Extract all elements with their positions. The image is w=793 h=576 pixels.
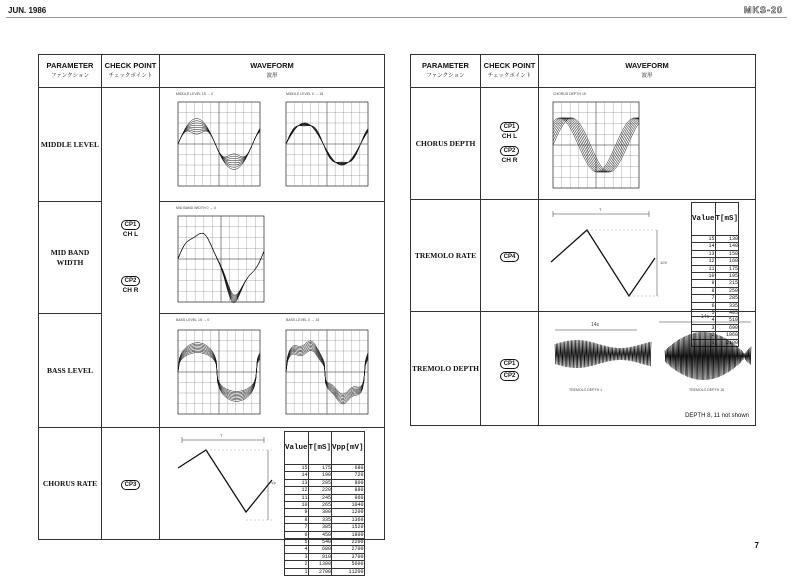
table-row: 7 385 1520 [285,524,365,531]
col-parameter-r: PARAMETER ファンクション [411,55,481,88]
table-row: 5 405 [692,310,739,317]
table-row: 9 300 1200 [285,509,365,516]
header-date: JUN. 1986 [8,6,47,15]
caption-bass-a: BASS LEVEL 15 → 0 [176,318,210,322]
cp1-badge-r: CP1 [500,122,520,132]
col-waveform: WAVEFORM 波形 [160,55,385,88]
row-bass-level [39,314,385,428]
scope-mid-band-width [160,202,385,314]
label-t-chorus: T [220,433,223,438]
cp2-badge-r: CP2 [500,146,520,156]
table-row: 6 335 [692,302,739,309]
row-mid-band-width [39,202,385,314]
table-row: 13 205 800 [285,479,365,486]
table-row: 4 510 [692,317,739,324]
table-row: 11 245 960 [285,494,365,501]
table-row: 13 150 [692,250,739,257]
cp4-badge: CP4 [500,252,520,262]
table-row: 2 1060 [692,332,739,339]
caption-chorus-depth: CHORUS DEPTH 15 [553,92,586,96]
table-row: 4 680 2700 [285,546,365,553]
table-row: 3 690 [692,324,739,331]
table-row: 10 265 1040 [285,502,365,509]
check-cp4 [481,200,539,312]
caption-tremolo-a: TREMOLO DEPTH 1 [569,388,603,392]
waveform-chorus-rate [160,428,385,575]
right-table-header [411,55,756,88]
label-vp-chorus: Vp [271,480,276,485]
check-cp1-cp2 [102,88,160,428]
ch-r-label: CH R [122,286,139,294]
table-row: 1 2700 11200 [285,568,365,575]
envelope-b [665,332,751,380]
ch-l-label: CH L [122,230,139,238]
waveform-mid-band-width [160,202,385,314]
waveform-middle-level [160,88,385,202]
param-chorus-depth: CHORUS DEPTH [411,88,481,200]
row-tremolo-depth [411,312,756,426]
col-waveform-r: WAVEFORM 波形 [539,55,756,88]
waveform-bass-level [160,314,385,428]
table-row: 1 2100 [692,339,739,346]
param-chorus-rate: CHORUS RATE [39,428,102,540]
row-chorus-depth [411,88,756,200]
check-tremolo-depth [481,312,539,426]
page-number: 7 [754,541,759,550]
scope-chorus-depth [539,88,756,200]
caption-middle-b: MIDDLE LEVEL 0 → 15 [286,92,324,96]
scope-bass-level [160,314,385,428]
tremolo-rate-table: Value T[mS] 15 130 14 140 13 150 12 160 11 175 10 195 9 215 8 250 7 285 6 335 5 405 4 510 3 690 2 1060 1 2100 [691,202,739,347]
ch-r-label-r: CH R [501,156,518,164]
cp1-badge-td: CP1 [500,359,520,369]
param-middle-level: MIDDLE LEVEL [39,88,102,202]
label-10v-tremolo: 10V [660,260,668,265]
table-row: 3 910 3700 [285,553,365,560]
table-row: 14 140 [692,243,739,250]
time-label-b: 14s [701,314,710,320]
waveform-chorus-depth [539,88,756,200]
envelope-a [555,340,651,368]
row-chorus-rate [39,428,385,540]
depth-note: DEPTH 8, 11 not shown [685,413,749,419]
cp1-badge: CP1 [121,220,141,230]
cp2-badge: CP2 [121,276,141,286]
table-row: 12 160 [692,258,739,265]
caption-bass-b: BASS LEVEL 0 → 15 [286,318,320,322]
check-chorus-depth [481,88,539,200]
check-cp3 [102,428,160,540]
left-table-header [39,55,385,88]
scope-middle-level [160,88,385,202]
param-mid-band-width: MID BAND WIDTH [39,202,102,314]
label-t-tremolo: T [599,207,602,212]
row-tremolo-rate [411,200,756,312]
header-rule [6,17,787,18]
table-row: 14 190 720 [285,472,365,479]
waveform-tremolo-depth [539,312,756,426]
col-check-point: CHECK POINT チェックポイント [102,55,160,88]
ch-l-label-r: CH L [501,132,518,140]
row-middle-level [39,88,385,202]
table-row: 10 195 [692,273,739,280]
table-row: 8 250 [692,287,739,294]
table-row: 9 215 [692,280,739,287]
table-row: 11 175 [692,265,739,272]
param-tremolo-rate: TREMOLO RATE [411,200,481,312]
caption-middle-a: MIDDLE LEVEL 15 → 0 [176,92,214,96]
chorus-rate-table: Value T[mS] Vpp[mV] 15 175 680 14 190 720 13 205 800 12 220 880 11 245 960 10 265 1040 9 300 1200 8 335 1360 7 385 1520 6 450 1800 5 540 2200 4 680 2700 3 910 3700 2 1380 5600 1 2700 11200 [284,431,365,576]
table-row: 15 175 680 [285,465,365,472]
table-row: 2 1380 5600 [285,561,365,568]
param-tremolo-depth: TREMOLO DEPTH [411,312,481,426]
table-row: 7 285 [692,295,739,302]
cp3-badge: CP3 [121,480,141,490]
table-row: 5 540 2200 [285,539,365,546]
param-bass-level: BASS LEVEL [39,314,102,428]
cp2-badge-td: CP2 [500,371,520,381]
right-parameter-table [410,54,756,426]
time-label-a: 14s [591,322,600,328]
caption-tremolo-b: TREMOLO DEPTH 15 [689,388,725,392]
envelope-tremolo-depth [539,312,756,426]
table-row: 15 130 [692,236,739,243]
table-row: 6 450 1800 [285,531,365,538]
table-row: 8 335 1360 [285,516,365,523]
left-parameter-table [38,54,385,575]
col-check-point-r: CHECK POINT チェックポイント [481,55,539,88]
caption-midband: MID BAND WIDTH 0 → 4 [176,206,216,210]
model-logo: MKS-20 [743,5,783,15]
table-row: 12 220 880 [285,487,365,494]
col-parameter: PARAMETER ファンクション [39,55,102,88]
